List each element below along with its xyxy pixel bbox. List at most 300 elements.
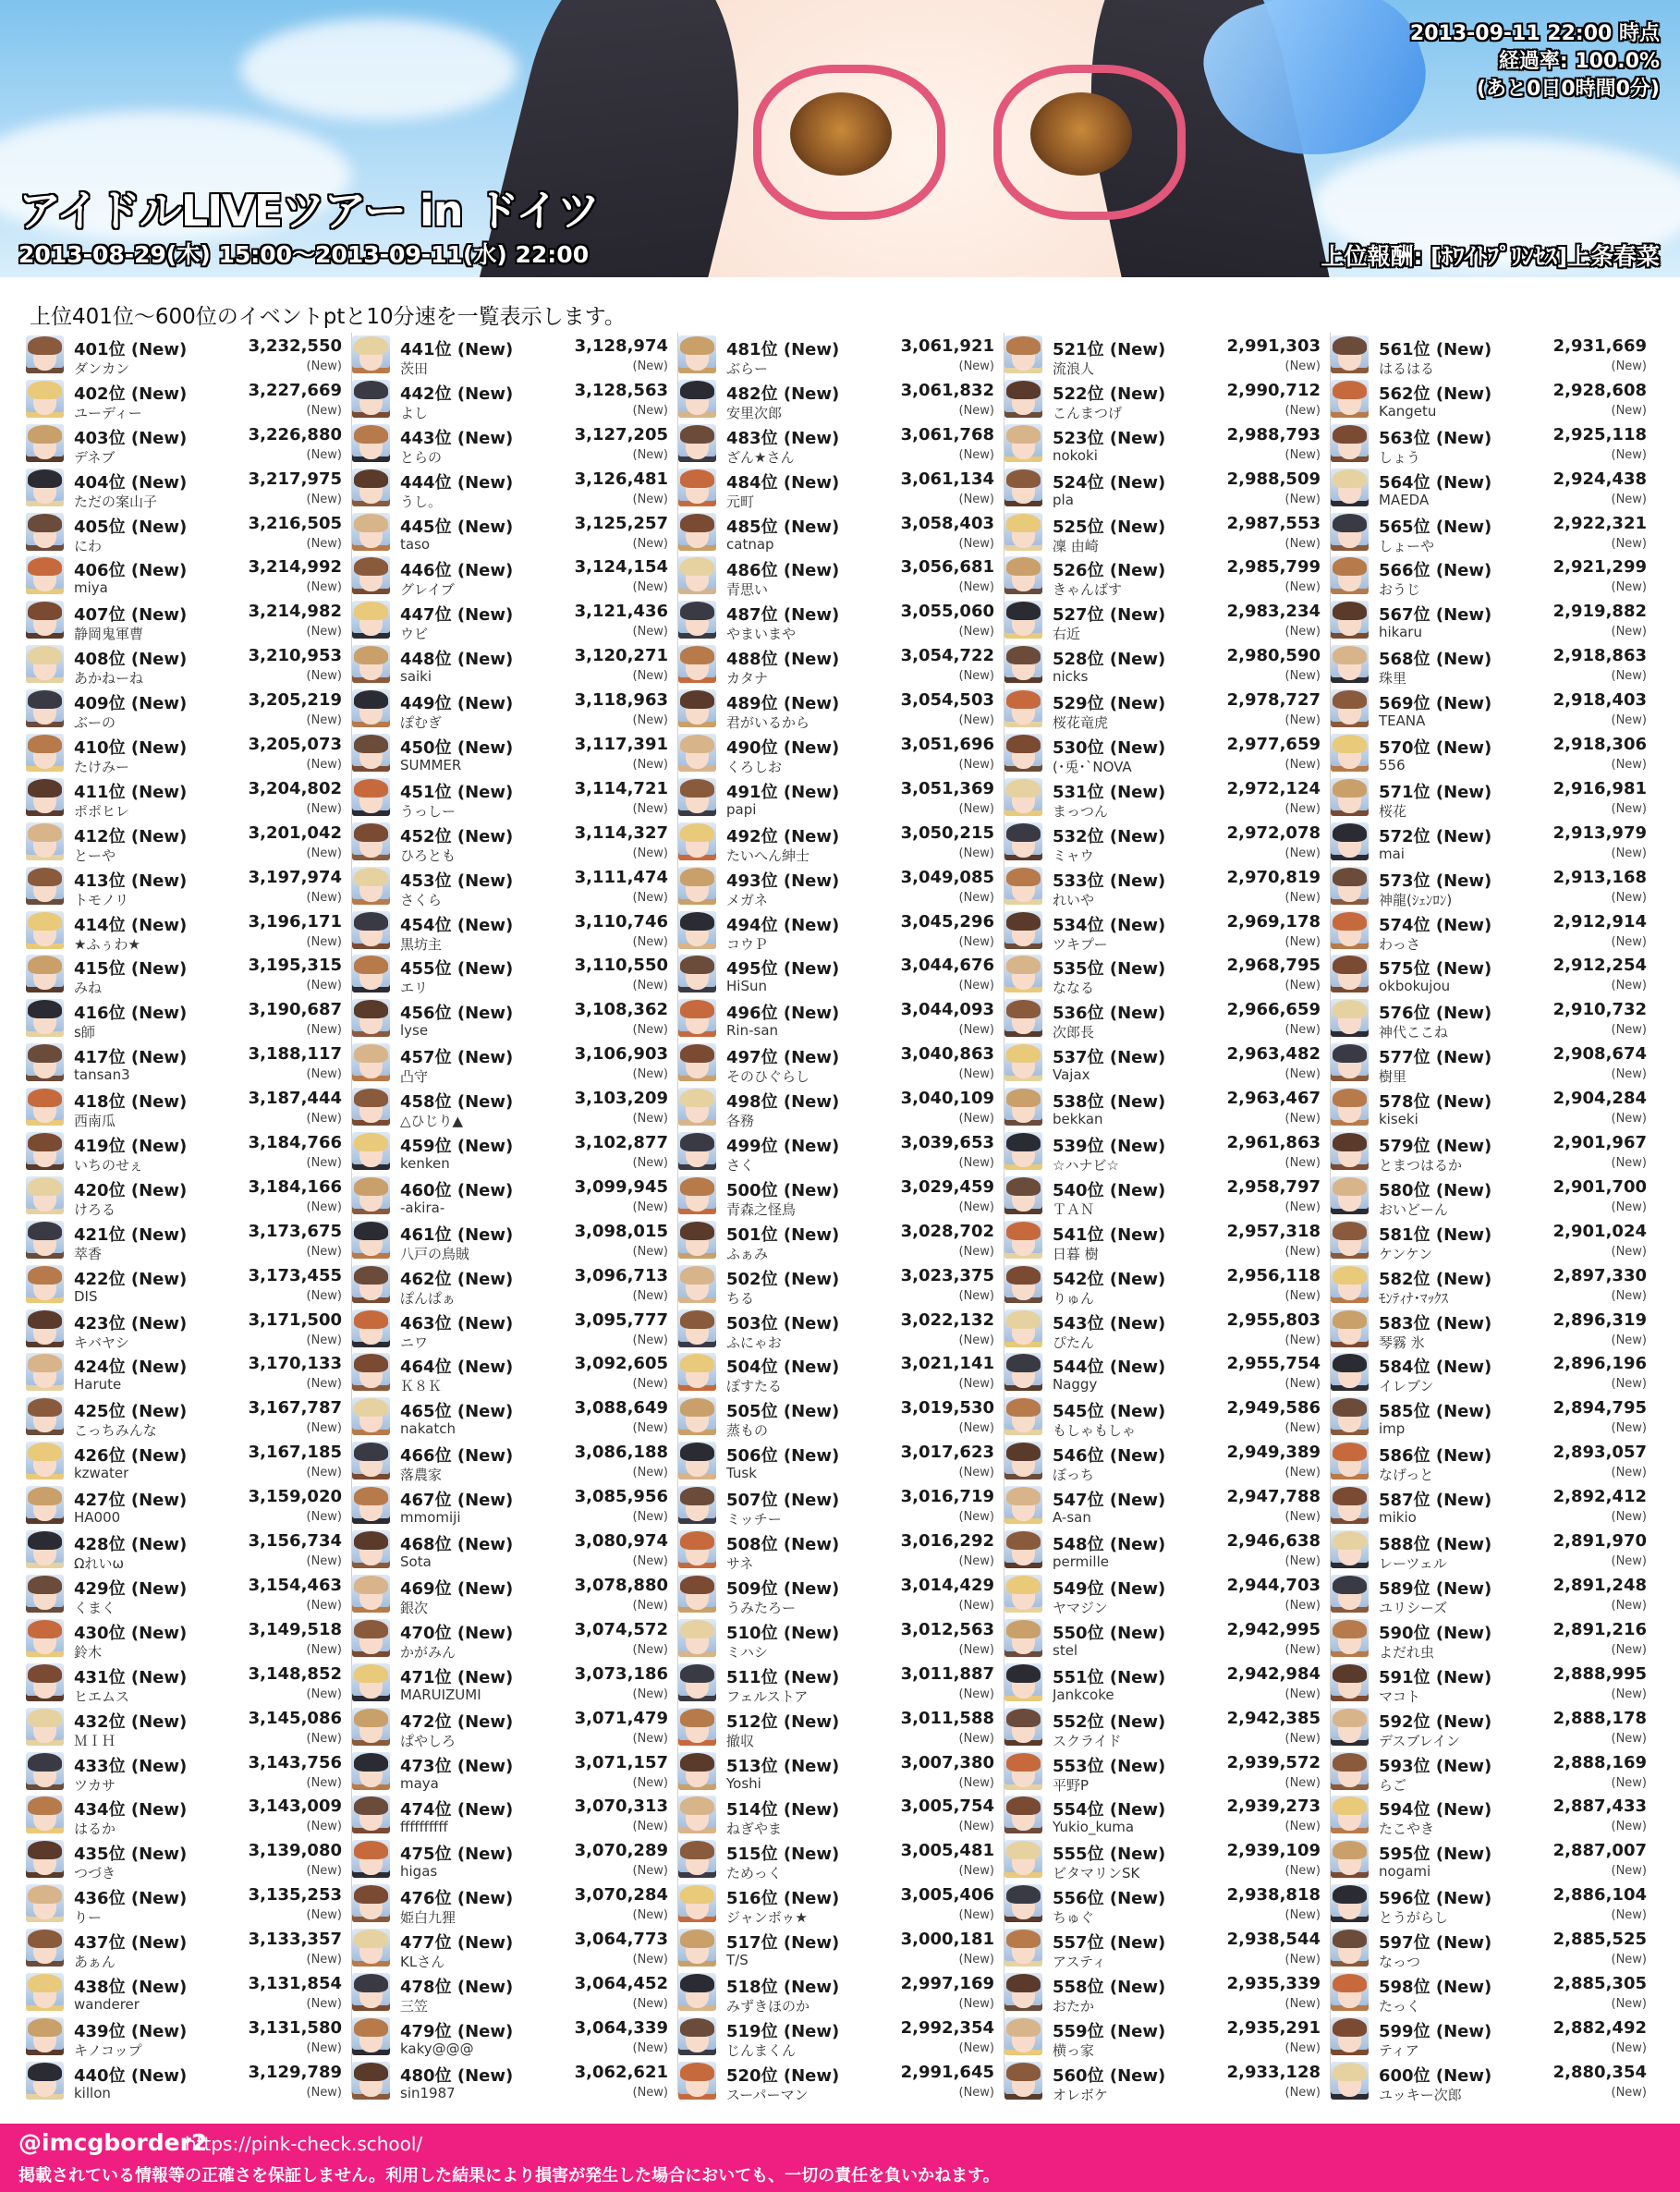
speed-label: (New)	[306, 1996, 342, 2011]
idol-avatar-icon	[352, 1309, 390, 1347]
event-points: 3,039,653	[900, 1133, 994, 1153]
ranking-row	[1004, 908, 1328, 953]
speed-label: (New)	[306, 1333, 342, 1347]
idol-avatar-icon	[1004, 999, 1042, 1037]
rank-label: 586位 (New)	[1379, 1446, 1492, 1467]
speed-label: (New)	[958, 1510, 994, 1525]
ranking-column	[1004, 333, 1328, 2103]
ranking-row	[1004, 1837, 1328, 1881]
ranking-row	[678, 377, 1002, 421]
player-name: ダンカン	[74, 360, 130, 377]
rank-label: 504位 (New)	[726, 1358, 840, 1378]
rank-label: 513位 (New)	[726, 1756, 840, 1776]
ranking-row	[1331, 1881, 1654, 1926]
idol-avatar-icon	[26, 380, 64, 418]
event-points: 3,195,315	[248, 956, 342, 976]
rank-label: 568位 (New)	[1379, 650, 1492, 670]
event-points: 2,896,319	[1552, 1309, 1647, 1330]
ranking-row	[678, 598, 1002, 642]
player-name: まっつん	[1053, 802, 1109, 820]
event-points: 2,992,354	[900, 2017, 994, 2038]
idol-avatar-icon	[1331, 2062, 1369, 2100]
player-name: さく	[726, 1157, 755, 1175]
event-points: 3,051,369	[900, 778, 994, 798]
speed-label: (New)	[632, 1466, 668, 1480]
idol-avatar-icon	[678, 1530, 716, 1568]
speed-label: (New)	[1611, 1554, 1647, 1569]
event-points: 2,901,967	[1552, 1133, 1647, 1153]
event-points: 3,139,080	[248, 1841, 342, 1861]
idol-avatar-icon	[352, 822, 390, 860]
event-points: 3,073,186	[574, 1663, 668, 1684]
rank-label: 540位 (New)	[1053, 1180, 1166, 1200]
event-points: 3,205,219	[248, 690, 342, 711]
event-points: 3,117,391	[574, 735, 668, 755]
player-name: コウＰ	[726, 935, 769, 953]
player-name: ヤマジン	[1053, 1599, 1108, 1616]
player-name: みずきほのか	[726, 1997, 810, 2015]
speed-label: (New)	[1611, 447, 1647, 462]
speed-label: (New)	[632, 1067, 668, 1082]
idol-avatar-icon	[1004, 1397, 1042, 1435]
event-points: 2,942,995	[1226, 1619, 1321, 1639]
speed-label: (New)	[958, 1820, 994, 1834]
speed-label: (New)	[1611, 1288, 1647, 1303]
event-points: 3,054,503	[900, 690, 994, 711]
idol-avatar-icon	[1331, 1176, 1369, 1214]
idol-avatar-icon	[352, 645, 390, 683]
site-link[interactable]: https://pink-check.school/	[185, 2133, 423, 2155]
event-points: 2,918,863	[1552, 646, 1647, 666]
player-name: 凸守	[400, 1068, 429, 1086]
idol-avatar-icon	[678, 778, 716, 816]
event-points: 3,071,479	[574, 1708, 668, 1728]
event-points: 3,114,327	[574, 822, 668, 843]
player-name: たっく	[1379, 1997, 1421, 2015]
ranking-row	[1331, 1174, 1654, 1218]
ranking-row	[352, 421, 676, 466]
player-name: 撤収	[726, 1732, 755, 1749]
rank-label: 499位 (New)	[726, 1137, 840, 1157]
player-name: くまく	[74, 1599, 116, 1616]
speed-label: (New)	[1284, 890, 1321, 905]
player-name: 流浪人	[1053, 360, 1095, 377]
ranking-row	[678, 1174, 1002, 1218]
rank-label: 432位 (New)	[74, 1711, 188, 1732]
rank-label: 478位 (New)	[400, 1977, 514, 1997]
ranking-row	[1331, 1528, 1654, 1572]
ranking-row	[1004, 775, 1328, 820]
glasses-illustration	[993, 65, 1186, 220]
event-points: 3,103,209	[574, 1089, 668, 1109]
event-points: 3,106,903	[574, 1044, 668, 1065]
idol-avatar-icon	[26, 1575, 64, 1613]
rank-label: 440位 (New)	[74, 2065, 188, 2086]
ranking-row	[1004, 1085, 1328, 1129]
event-points: 3,226,880	[248, 424, 342, 444]
event-points: 3,019,530	[900, 1398, 994, 1419]
rank-label: 577位 (New)	[1379, 1048, 1492, 1068]
speed-label: (New)	[306, 669, 342, 684]
idol-avatar-icon	[352, 335, 390, 373]
speed-label: (New)	[1284, 1908, 1321, 1923]
speed-label: (New)	[1611, 669, 1647, 684]
event-points: 3,131,854	[248, 1973, 342, 1993]
ranking-row	[678, 1439, 1002, 1483]
rank-label: 565位 (New)	[1379, 517, 1492, 537]
event-points: 3,131,580	[248, 2017, 342, 2038]
event-banner	[0, 0, 1680, 277]
rank-label: 423位 (New)	[74, 1313, 188, 1333]
player-name: 桜花	[1379, 802, 1407, 820]
rank-label: 594位 (New)	[1379, 1800, 1492, 1821]
speed-label: (New)	[632, 492, 668, 506]
player-name: マコト	[1379, 1687, 1421, 1705]
idol-avatar-icon	[352, 1663, 390, 1701]
speed-label: (New)	[958, 1333, 994, 1347]
ranking-row	[678, 333, 1002, 377]
event-points: 2,913,979	[1552, 822, 1647, 843]
rank-label: 454位 (New)	[400, 915, 514, 935]
event-points: 2,901,700	[1552, 1176, 1647, 1197]
speed-label: (New)	[306, 580, 342, 595]
ranking-row	[1004, 1129, 1328, 1174]
player-name: 黒坊主	[400, 935, 443, 953]
event-points: 3,204,802	[248, 778, 342, 798]
player-name: killon	[74, 2084, 111, 2101]
idol-avatar-icon	[352, 513, 390, 551]
player-name: にわ	[74, 537, 103, 554]
rank-label: 599位 (New)	[1379, 2021, 1492, 2041]
footer-bar	[0, 2124, 1680, 2192]
event-points: 2,957,318	[1226, 1221, 1321, 1241]
rank-label: 533位 (New)	[1053, 871, 1166, 891]
ranking-row	[1331, 1085, 1654, 1129]
player-name: うっしー	[400, 802, 457, 820]
elapsed-rate: 経過率: 100.0%	[1498, 50, 1660, 73]
event-points: 3,201,042	[248, 822, 342, 843]
ranking-row	[678, 996, 1002, 1041]
event-points: 2,949,389	[1226, 1443, 1321, 1463]
idol-avatar-icon	[1004, 1221, 1042, 1259]
speed-label: (New)	[1611, 403, 1647, 418]
speed-label: (New)	[1284, 1421, 1321, 1436]
speed-label: (New)	[958, 1112, 994, 1126]
player-name: おうじ	[1379, 581, 1421, 599]
speed-label: (New)	[1284, 1731, 1321, 1746]
event-points: 3,187,444	[248, 1089, 342, 1109]
ranking-row	[352, 1970, 676, 2015]
rank-label: 558位 (New)	[1053, 1977, 1166, 1997]
rank-label: 591位 (New)	[1379, 1667, 1492, 1687]
rank-label: 480位 (New)	[400, 2065, 514, 2086]
player-name: 蒸もの	[726, 1422, 769, 1440]
speed-label: (New)	[632, 1244, 668, 1259]
rank-label: 473位 (New)	[400, 1756, 514, 1776]
speed-label: (New)	[632, 1112, 668, 1126]
rank-label: 424位 (New)	[74, 1358, 188, 1378]
ranking-row	[1331, 1439, 1654, 1483]
rank-label: 404位 (New)	[74, 472, 188, 493]
speed-label: (New)	[632, 625, 668, 639]
rank-label: 590位 (New)	[1379, 1623, 1492, 1643]
idol-avatar-icon	[1331, 1442, 1369, 1480]
ranking-row	[352, 1439, 676, 1483]
cloud-decoration	[240, 18, 517, 120]
event-points: 3,051,696	[900, 735, 994, 755]
player-name: ぴたん	[1053, 1333, 1095, 1351]
event-points: 3,022,132	[900, 1309, 994, 1330]
event-points: 3,124,154	[574, 557, 668, 578]
ranking-row	[678, 1483, 1002, 1528]
event-points: 2,942,984	[1226, 1663, 1321, 1684]
player-name: 青森之怪鳥	[726, 1200, 797, 1218]
player-name: KLさん	[400, 1954, 445, 1971]
rank-label: 497位 (New)	[726, 1048, 840, 1068]
rank-label: 418位 (New)	[74, 1092, 188, 1113]
rank-label: 543位 (New)	[1053, 1313, 1166, 1333]
ranking-row	[678, 1528, 1002, 1572]
rank-label: 493位 (New)	[726, 871, 840, 891]
rank-label: 595位 (New)	[1379, 1845, 1492, 1865]
idol-avatar-icon	[26, 1397, 64, 1435]
event-points: 3,217,975	[248, 469, 342, 489]
player-name: おいどーん	[1379, 1200, 1449, 1218]
speed-label: (New)	[958, 1023, 994, 1038]
idol-avatar-icon	[1331, 1840, 1369, 1878]
ranking-row	[1004, 1661, 1328, 1705]
player-name: bekkan	[1053, 1111, 1103, 1128]
event-points: 2,939,109	[1226, 1841, 1321, 1861]
idol-avatar-icon	[1331, 1397, 1369, 1435]
player-name: sin1987	[400, 2084, 456, 2101]
ranking-row	[352, 1307, 676, 1351]
player-name: nokoki	[1053, 446, 1098, 464]
ranking-row	[352, 1350, 676, 1394]
event-points: 2,888,995	[1552, 1663, 1647, 1684]
rank-label: 541位 (New)	[1053, 1224, 1166, 1245]
ranking-row	[26, 1262, 349, 1307]
rank-label: 491位 (New)	[726, 782, 840, 802]
player-name: ユリシーズ	[1379, 1599, 1448, 1616]
rank-label: 406位 (New)	[74, 561, 188, 581]
idol-avatar-icon	[678, 1840, 716, 1878]
idol-avatar-icon	[678, 1309, 716, 1347]
event-points: 3,061,832	[900, 380, 994, 400]
idol-avatar-icon	[1331, 867, 1369, 905]
ranking-row	[678, 1394, 1002, 1439]
rank-label: 519位 (New)	[726, 2021, 840, 2041]
idol-avatar-icon	[26, 1486, 64, 1524]
rank-label: 483位 (New)	[726, 428, 840, 448]
ranking-row	[1331, 820, 1654, 864]
idol-avatar-icon	[352, 380, 390, 418]
ranking-row	[1331, 864, 1654, 908]
player-name: ビタマリンSK	[1053, 1865, 1140, 1882]
event-points: 2,980,590	[1226, 646, 1321, 666]
speed-label: (New)	[1284, 669, 1321, 684]
player-name: hikaru	[1379, 624, 1422, 641]
event-points: 2,947,788	[1226, 1487, 1321, 1507]
player-name: りゅん	[1053, 1289, 1095, 1307]
speed-label: (New)	[1284, 846, 1321, 860]
player-name: 556	[1379, 757, 1406, 774]
ranking-row	[26, 908, 349, 953]
player-name: おたか	[1053, 1997, 1095, 2015]
event-points: 3,071,157	[574, 1752, 668, 1772]
idol-avatar-icon	[352, 1973, 390, 2011]
event-points: 2,904,284	[1552, 1089, 1647, 1109]
speed-label: (New)	[306, 934, 342, 949]
ranking-row	[1331, 1218, 1654, 1262]
ranking-row	[1004, 377, 1328, 421]
event-points: 3,205,073	[248, 735, 342, 755]
idol-avatar-icon	[352, 469, 390, 506]
rank-label: 512位 (New)	[726, 1711, 840, 1732]
idol-avatar-icon	[1004, 1486, 1042, 1524]
event-points: 3,070,284	[574, 1885, 668, 1906]
idol-avatar-icon	[678, 955, 716, 992]
ranking-row	[1004, 1439, 1328, 1483]
event-points: 2,942,385	[1226, 1708, 1321, 1728]
idol-avatar-icon	[678, 601, 716, 639]
speed-label: (New)	[1284, 536, 1321, 551]
event-points: 3,064,773	[574, 1930, 668, 1950]
event-points: 2,956,118	[1226, 1265, 1321, 1285]
speed-label: (New)	[1284, 1598, 1321, 1613]
event-points: 2,886,104	[1552, 1885, 1647, 1906]
speed-label: (New)	[958, 1642, 994, 1657]
rank-label: 522位 (New)	[1053, 384, 1166, 404]
ranking-row	[26, 1881, 349, 1926]
idol-avatar-icon	[1331, 2017, 1369, 2055]
idol-avatar-icon	[26, 424, 64, 462]
player-name: くろしお	[726, 759, 783, 776]
player-name: A-san	[1053, 1509, 1091, 1527]
speed-label: (New)	[632, 1510, 668, 1525]
idol-avatar-icon	[1004, 601, 1042, 639]
event-points: 3,061,921	[900, 336, 994, 356]
player-name: ★ふぅわ★	[74, 935, 140, 953]
rank-label: 589位 (New)	[1379, 1578, 1492, 1599]
event-points: 3,170,133	[248, 1354, 342, 1374]
idol-avatar-icon	[1331, 1486, 1369, 1524]
event-points: 3,056,681	[900, 557, 994, 578]
event-points: 3,086,188	[574, 1443, 668, 1463]
player-name: Rin-san	[726, 1022, 779, 1040]
event-points: 2,928,608	[1552, 380, 1647, 400]
player-name: こんまつげ	[1053, 404, 1123, 421]
speed-label: (New)	[958, 801, 994, 816]
event-points: 2,921,299	[1552, 557, 1647, 578]
idol-avatar-icon	[1004, 1663, 1042, 1701]
idol-avatar-icon	[352, 1530, 390, 1568]
idol-avatar-icon	[1004, 689, 1042, 727]
rank-label: 433位 (New)	[74, 1756, 188, 1776]
player-name: HA000	[74, 1509, 121, 1527]
event-points: 3,148,852	[248, 1663, 342, 1684]
event-points: 2,910,732	[1552, 1000, 1647, 1020]
event-points: 2,908,674	[1552, 1044, 1647, 1065]
idol-avatar-icon	[1004, 955, 1042, 992]
rank-label: 417位 (New)	[74, 1048, 188, 1068]
player-name: さくら	[400, 891, 443, 908]
player-name: レーツェル	[1379, 1555, 1447, 1573]
ranking-row	[26, 1350, 349, 1394]
rank-label: 523位 (New)	[1053, 428, 1166, 448]
twitter-handle[interactable]: @imcgborder2	[18, 2129, 208, 2156]
ranking-row	[1004, 1749, 1328, 1794]
player-name: Yukio_kuma	[1053, 1819, 1135, 1836]
idol-avatar-icon	[352, 1132, 390, 1170]
rank-label: 439位 (New)	[74, 2021, 188, 2041]
speed-label: (New)	[632, 1333, 668, 1347]
event-points: 2,891,248	[1552, 1575, 1647, 1595]
speed-label: (New)	[306, 447, 342, 462]
ranking-column	[1331, 333, 1654, 2103]
idol-avatar-icon	[678, 1043, 716, 1081]
player-name: mmomiji	[400, 1509, 461, 1527]
rank-label: 578位 (New)	[1379, 1092, 1492, 1113]
idol-avatar-icon	[1331, 955, 1369, 992]
idol-avatar-icon	[1004, 1973, 1042, 2011]
player-name: 静岡鬼軍曹	[74, 626, 144, 643]
player-name: △ひじり▲	[400, 1113, 464, 1130]
ranking-row	[678, 1793, 1002, 1837]
player-name: ふぁみ	[726, 1245, 769, 1262]
ranking-row	[352, 1616, 676, 1661]
idol-avatar-icon	[1004, 1575, 1042, 1613]
speed-label: (New)	[1611, 801, 1647, 816]
ranking-row	[1004, 996, 1328, 1041]
event-points: 2,924,438	[1552, 469, 1647, 489]
ranking-row	[678, 1881, 1002, 1926]
ranking-row	[26, 1749, 349, 1794]
speed-label: (New)	[306, 1156, 342, 1171]
idol-avatar-icon	[1331, 911, 1369, 949]
player-name: かがみん	[400, 1643, 457, 1661]
ranking-row	[1004, 1528, 1328, 1572]
player-name: はるか	[74, 1821, 116, 1838]
rank-label: 532位 (New)	[1053, 826, 1166, 846]
event-points: 3,145,086	[248, 1708, 342, 1728]
speed-label: (New)	[632, 979, 668, 993]
rank-label: 438位 (New)	[74, 1977, 188, 1997]
idol-avatar-icon	[1004, 469, 1042, 506]
player-name: 神代ここね	[1379, 1024, 1449, 1041]
event-points: 2,949,586	[1226, 1398, 1321, 1419]
event-points: 2,988,509	[1226, 469, 1321, 489]
event-points: 3,184,166	[248, 1176, 342, 1197]
ranking-row	[26, 1528, 349, 1572]
player-name: pla	[1053, 491, 1074, 508]
speed-label: (New)	[958, 580, 994, 595]
speed-label: (New)	[1284, 1554, 1321, 1569]
rank-label: 545位 (New)	[1053, 1402, 1166, 1422]
player-name: つづき	[74, 1865, 116, 1882]
speed-label: (New)	[306, 1510, 342, 1525]
ranking-row	[1004, 333, 1328, 377]
rank-label: 573位 (New)	[1379, 871, 1492, 891]
rank-label: 567位 (New)	[1379, 605, 1492, 626]
event-points: 2,891,970	[1552, 1531, 1647, 1552]
rank-label: 500位 (New)	[726, 1180, 840, 1200]
player-name: 萃香	[74, 1245, 103, 1262]
rank-label: 411位 (New)	[74, 782, 188, 802]
rank-label: 521位 (New)	[1053, 340, 1166, 359]
idol-avatar-icon	[1331, 1309, 1369, 1347]
ranking-row	[1331, 952, 1654, 996]
